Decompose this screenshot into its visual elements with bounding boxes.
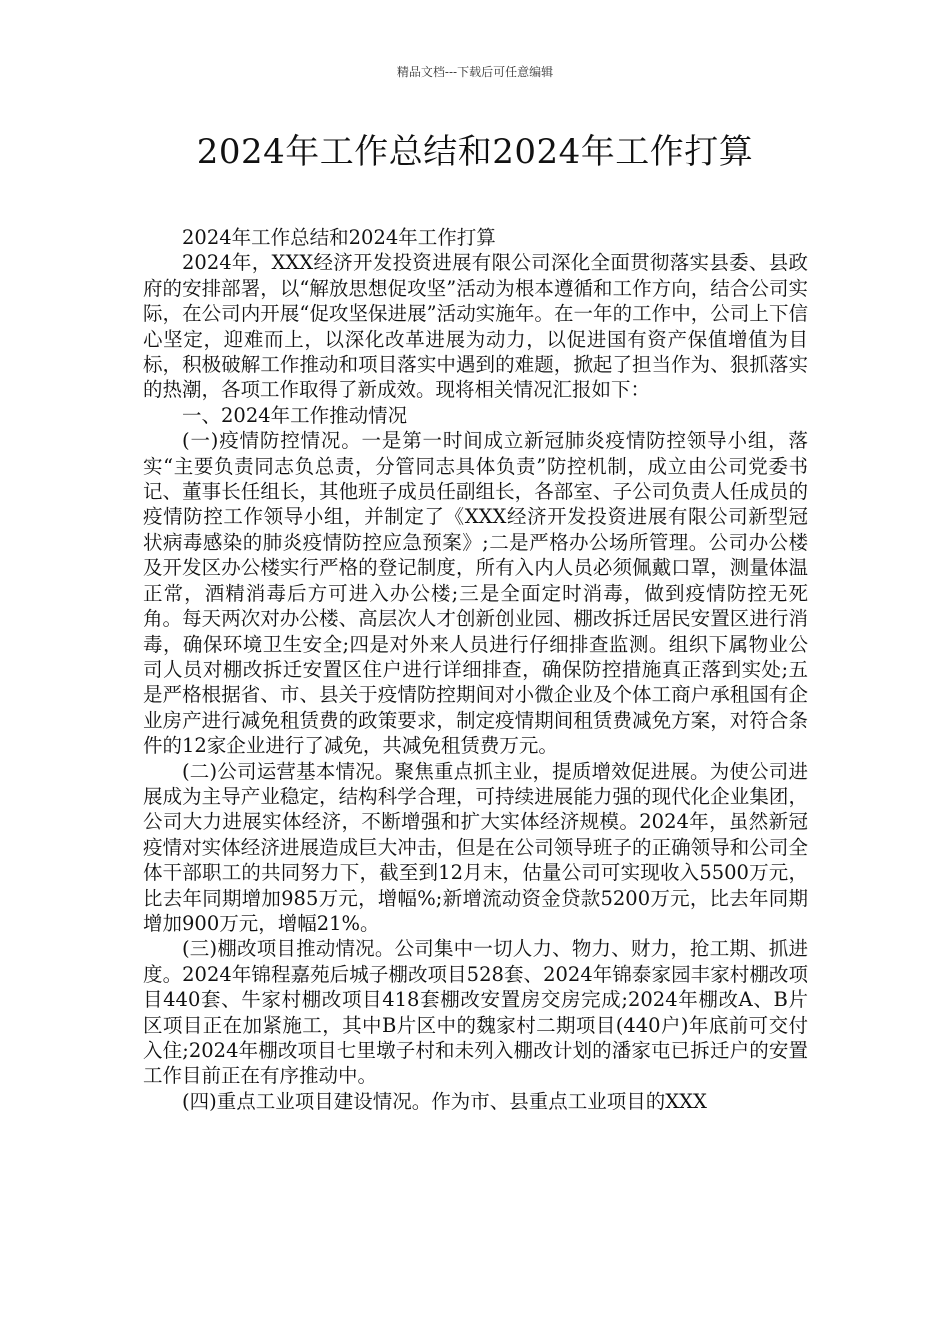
paragraph-company-operations: (二)公司运营基本情况。聚焦重点抓主业，提质增效促进展。为使公司进展成为主导产业稳定，结构科学合理，可持续进展能力强的现代化企业集团，公司大力进展实体经济，不断增强和扩大实体经济规模。2024年，虽然新冠疫情对实体经济进展造成巨大冲击，但是在公司领导班子的正确领导和公司全体干部职工的共同努力下，截至到12月末，估量公司可实现收入5500万元，比去年同期增加985万元，增幅%;新增流动资金贷款5200万元，比去年同期增加900万元，增幅21%。 <box>143 759 808 935</box>
page-header-note: 精品文档---下载后可任意编辑 <box>396 65 554 79</box>
paragraph-industrial-projects: (四)重点工业项目建设情况。作为市、县重点工业项目的XXX <box>182 1089 707 1113</box>
paragraph-intro: 2024年，XXX经济开发投资进展有限公司深化全面贯彻落实县委、县政府的安排部署，以“解放思想促攻坚”活动为根本遵循和工作方向，结合公司实际，在公司内开展“促攻坚保进展”活动实施年。在一年的工作中，公司上下信心坚定，迎难而上，以深化改革进展为动力，以促进国有资产保值增值为目标，积极破解工作推动和项目落实中遇到的难题，掀起了担当作为、狠抓落实的热潮，各项工作取得了新成效。现将相关情况汇报如下： <box>143 251 808 402</box>
paragraph-subtitle: 2024年工作总结和2024年工作打算 <box>182 226 496 249</box>
document-title: 2024年工作总结和2024年工作打算 <box>196 132 754 172</box>
document-body <box>143 225 808 1114</box>
section-heading-1: 一、2024年工作推动情况 <box>182 403 408 427</box>
paragraph-shantytown-projects: (三)棚改项目推动情况。公司集中一切人力、物力、财力，抢工期、抓进度。2024年锦程嘉苑后城子棚改项目528套、2024年锦泰家园丰家村棚改项目440套、牛家村棚改项目418套棚改安置房交房完成;2024年棚改A、B片区项目正在加紧施工，其中B片区中的魏家村二期项目(440户)年底前可交付入住;2024年棚改项目七里墩子村和未列入棚改计划的潘家屯已拆迁户的安置工作目前正在有序推动中。 <box>143 937 808 1088</box>
paragraph-epidemic-control: (一)疫情防控情况。一是第一时间成立新冠肺炎疫情防控领导小组，落实“主要负责同志负总责，分管同志具体负责”防控机制，成立由公司党委书记、董事长任组长，其他班子成员任副组长，各部室、子公司负责人任成员的疫情防控工作领导小组，并制定了《XXX经济开发投资进展有限公司新型冠状病毒感染的肺炎疫情防控应急预案》;二是严格办公场所管理。公司办公楼及开发区办公楼实行严格的登记制度，所有入内人员必须佩戴口罩，测量体温正常，酒精消毒后方可进入办公楼;三是全面定时消毒，做到疫情防控无死角。每天两次对办公楼、高层次人才创新创业园、棚改拆迁居民安置区进行消毒，确保环境卫生安全;四是对外来人员进行仔细排查监测。组织下属物业公司人员对棚改拆迁安置区住户进行详细排查，确保防控措施真正落到实处;五是严格根据省、市、县关于疫情防控期间对小微企业及个体工商户承租国有企业房产进行减免租赁费的政策要求，制定疫情期间租赁费减免方案，对符合条件的12家企业进行了减免，共减免租赁费万元。 <box>143 429 808 758</box>
